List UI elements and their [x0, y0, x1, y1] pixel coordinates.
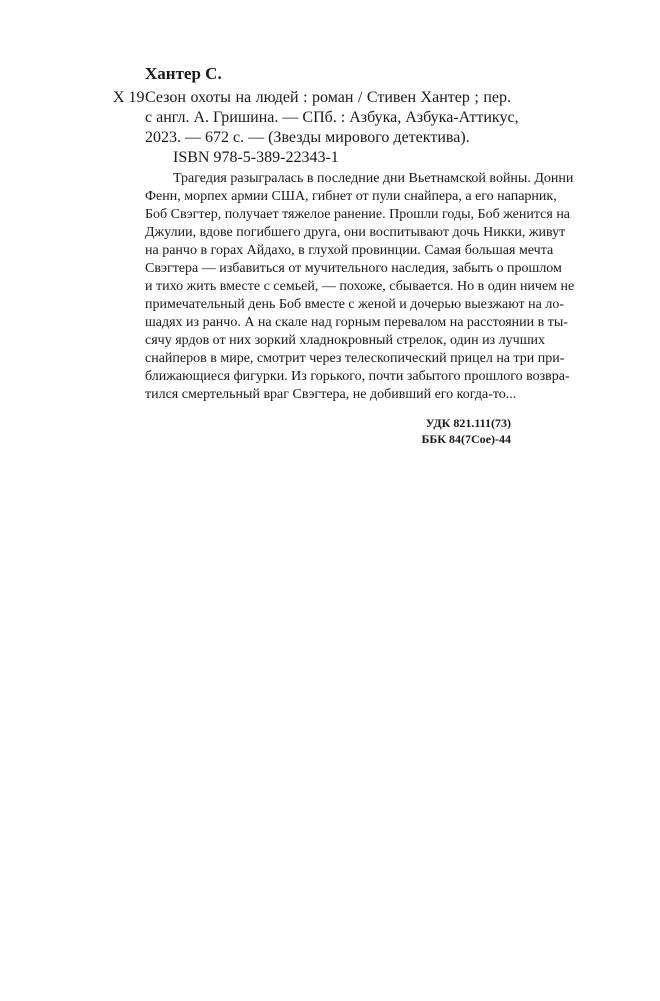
annotation-line-8: примечательный день Боб вместе с женой и дочерью выезжают на ло-	[145, 297, 564, 312]
title-line-1: Сезон охоты на людей : роман / Стивен Хантер ; пер.	[145, 89, 511, 106]
annotation-line-2: Фенн, морпех армии США, гибнет от пули снайпера, а его напарник,	[145, 189, 557, 204]
annotation-line-10: сячу ярдов от них зоркий хладнокровный стрелок, один из лучших	[145, 333, 545, 348]
annotation-line-1: Трагедия разыгралась в последние дни Вьетнамской войны. Донни	[173, 171, 574, 186]
author-heading: Хантер С.	[145, 64, 222, 83]
annotation-line-4: Джулии, вдове погибшего друга, они воспитывают дочь Никки, живут	[145, 225, 566, 240]
author-code: Х 19	[113, 89, 145, 106]
isbn: ISBN 978-5-389-22343-1	[173, 149, 339, 166]
title-line-2: с англ. А. Гришина. — СПб. : Азбука, Азбука-Аттикус,	[145, 109, 519, 126]
annotation-line-3: Боб Свэгтер, получает тяжелое ранение. Прошли годы, Боб женится на	[145, 207, 571, 222]
annotation-line-7: и тихо жить вместе с семьей, — похоже, сбывается. Но в один ничем не	[145, 279, 575, 294]
annotation-line-13: тился смертельный враг Свэгтера, не добивший его когда-то...	[145, 387, 517, 402]
bbk-code: ББК 84(7Сое)-44	[421, 432, 511, 446]
annotation-line-12: ближающиеся фигурки. Из горького, почти забытого прошлого возвра-	[145, 369, 570, 384]
udk-code: УДК 821.111(73)	[425, 416, 511, 430]
title-line-3: 2023. — 672 с. — (Звезды мирового детектива).	[145, 129, 470, 146]
annotation-line-6: Свэгтера — избавиться от мучительного наследия, забыть о прошлом	[145, 261, 562, 276]
annotation-line-5: на ранчо в горах Айдахо, в глухой провинции. Самая большая мечта	[145, 243, 554, 258]
annotation-line-11: снайперов в мире, смотрит через телескопический прицел на три при-	[145, 351, 565, 366]
annotation-line-9: шадях из ранчо. А на скале над горным перевалом на расстоянии в ты-	[145, 315, 568, 330]
